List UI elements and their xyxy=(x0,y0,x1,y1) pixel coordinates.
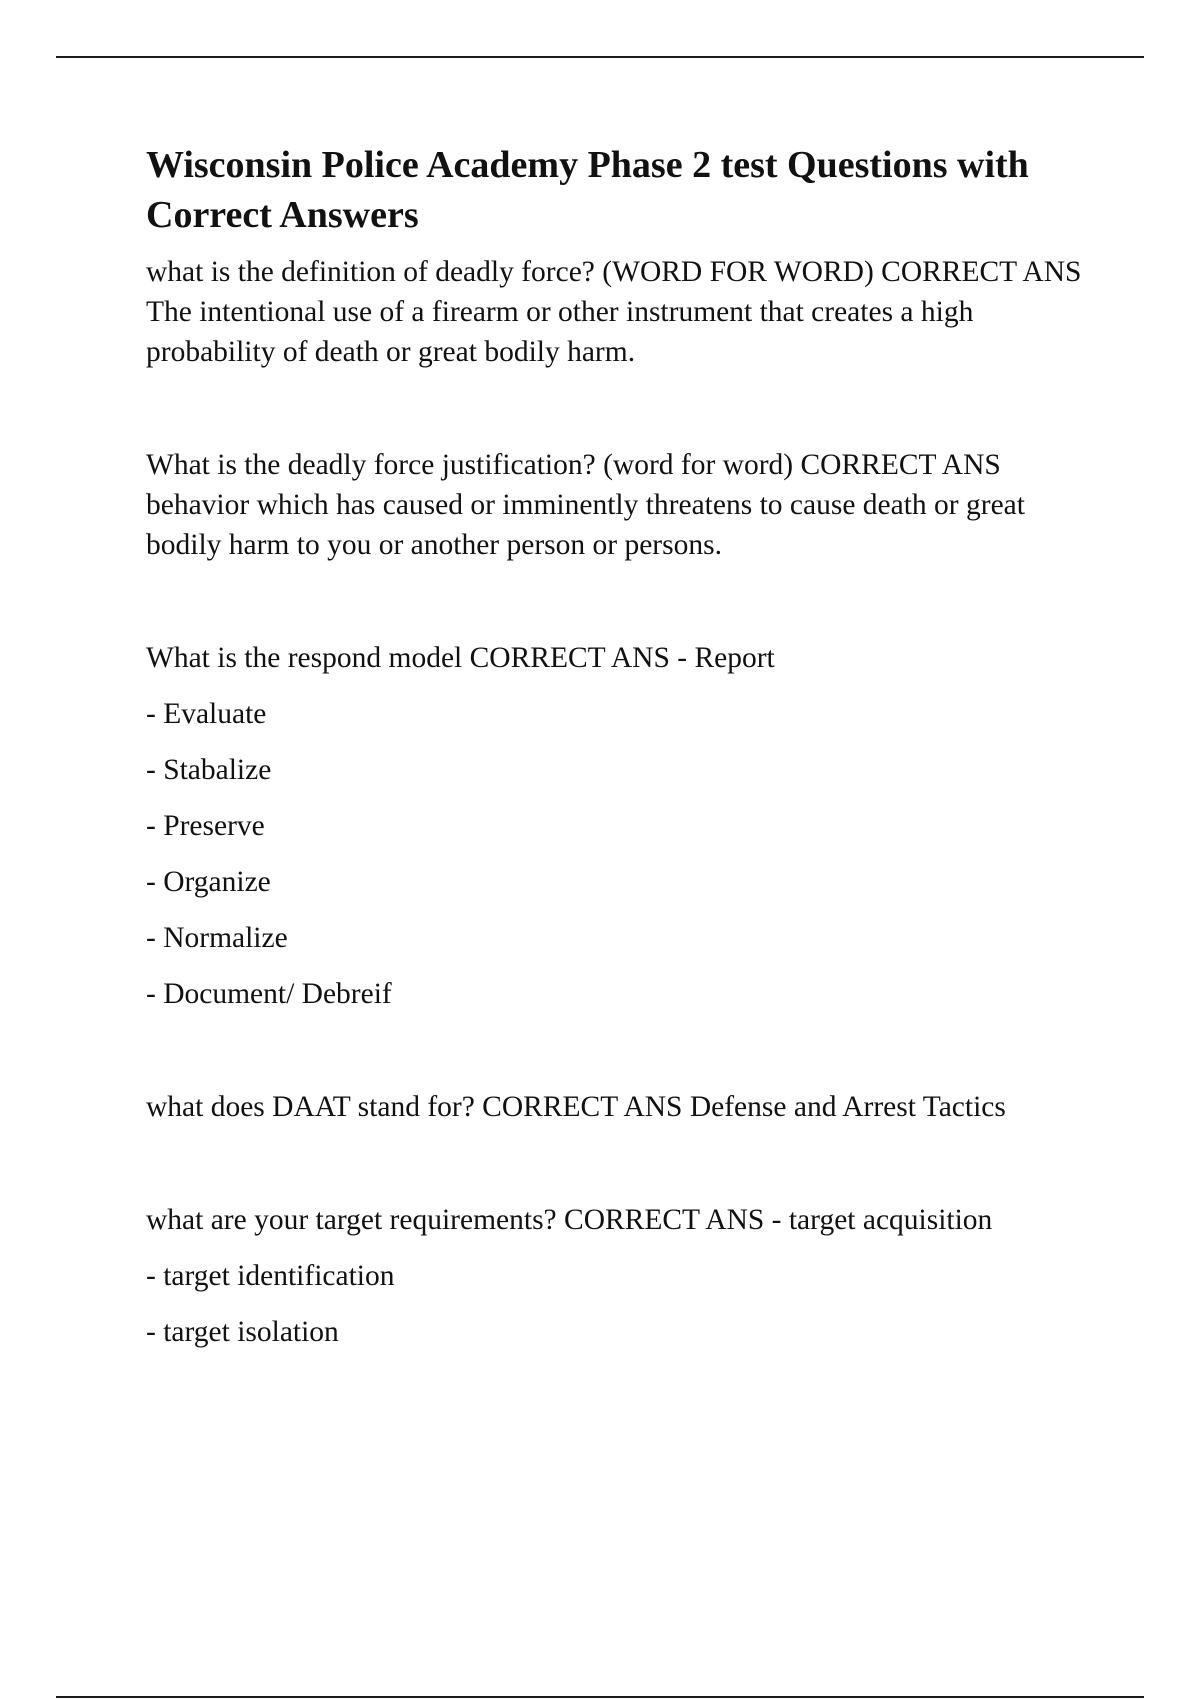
qa-item xyxy=(146,638,1096,1014)
qa-item xyxy=(146,1200,1096,1352)
list-item: - Evaluate xyxy=(146,698,267,730)
header-divider xyxy=(56,56,1144,58)
qa-text: what is the definition of deadly force? (WORD FOR WORD) CORRECT ANS The intentional use of a firearm or other instrument that creates a high probability of death or great bodily harm. xyxy=(146,256,1082,368)
qa-text: what are your target requirements? CORRECT ANS - target acquisition xyxy=(146,1204,993,1236)
qa-text: what does DAAT stand for? CORRECT ANS Defense and Arrest Tactics xyxy=(146,1091,1006,1123)
list-item: - Preserve xyxy=(146,810,265,842)
list-item: - Organize xyxy=(146,866,271,898)
document-title: Wisconsin Police Academy Phase 2 test Questions with Correct Answers xyxy=(146,144,1029,236)
list-item: - target isolation xyxy=(146,1316,339,1348)
qa-text: What is the respond model CORRECT ANS - Report xyxy=(146,642,775,674)
list-item: - target identification xyxy=(146,1260,395,1292)
list-item: - Document/ Debreif xyxy=(146,978,392,1010)
qa-text: What is the deadly force justification? (word for word) CORRECT ANS behavior which has caused or imminently threatens to cause death or great bodily harm to you or another person or persons. xyxy=(146,449,1025,561)
footer-divider xyxy=(56,1696,1144,1698)
spacer xyxy=(146,565,1096,638)
spacer xyxy=(146,1014,1096,1087)
spacer xyxy=(146,372,1096,445)
list-item: - Normalize xyxy=(146,922,288,954)
document-body xyxy=(146,140,1096,1352)
qa-item xyxy=(146,445,1096,565)
qa-item xyxy=(146,252,1096,372)
spacer xyxy=(146,1127,1096,1200)
qa-item xyxy=(146,1087,1096,1127)
list-item: - Stabalize xyxy=(146,754,272,786)
